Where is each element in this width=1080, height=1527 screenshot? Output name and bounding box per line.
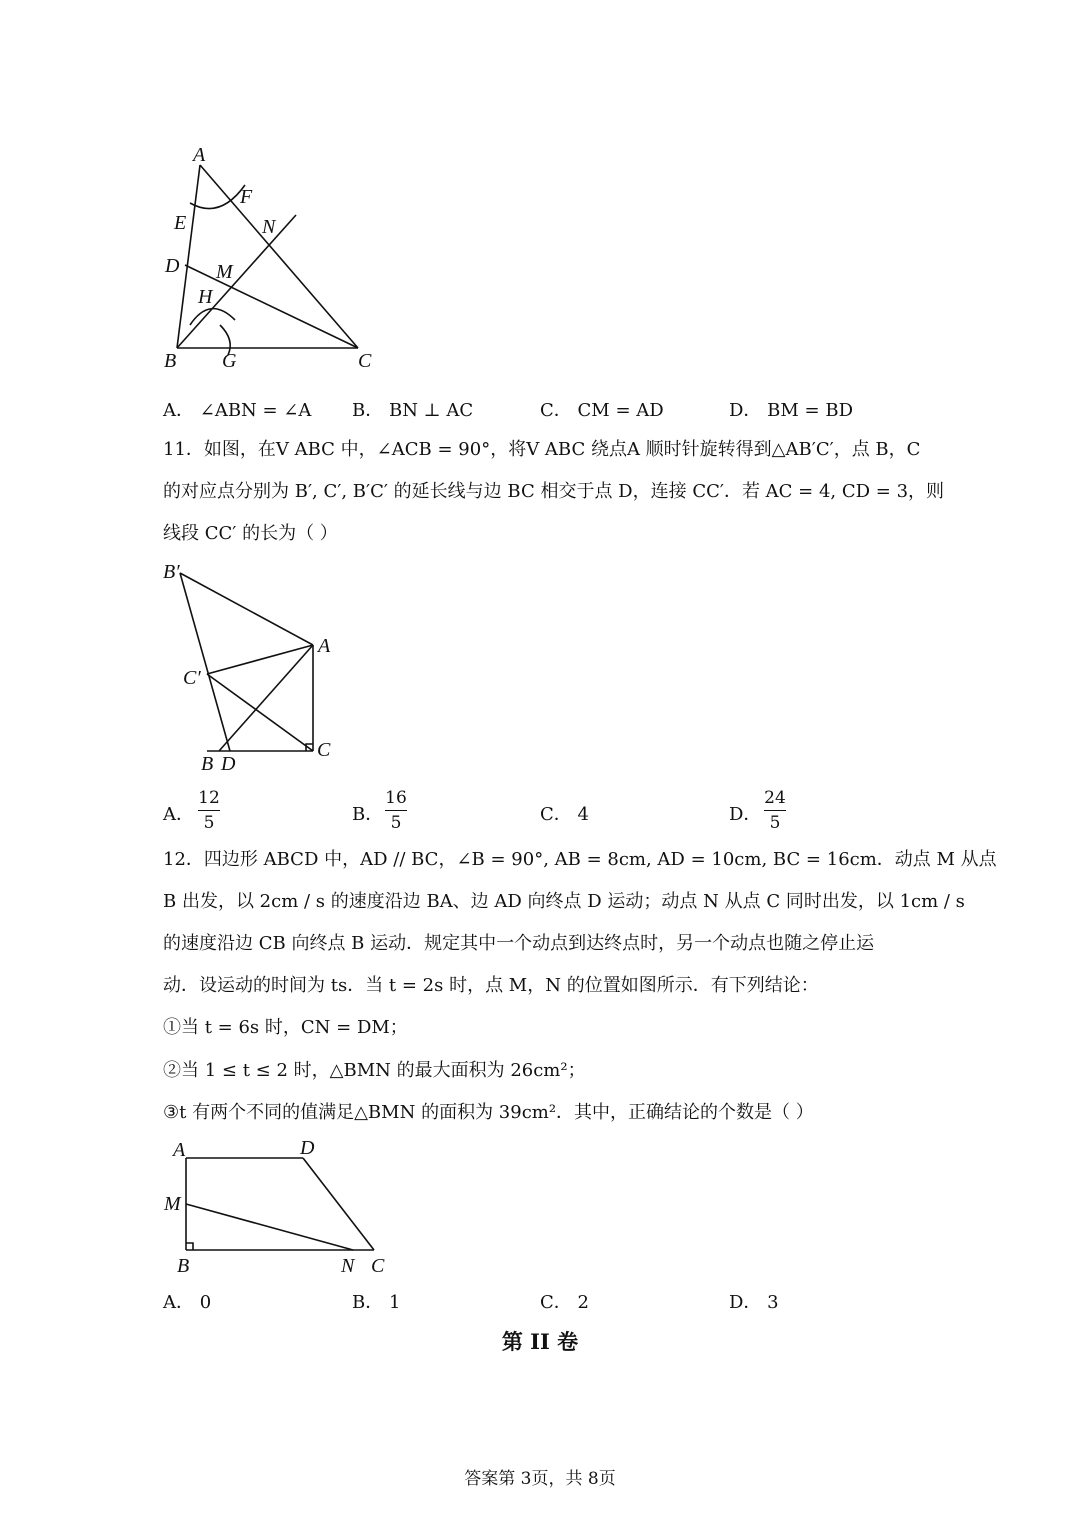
q12-option-b-text: 1 [388,1292,401,1313]
q12-label-b: B [177,1255,190,1277]
q10-option-a-text: ∠ABN = ∠A [199,400,312,421]
q11-option-b-key: B． [352,804,384,825]
q11-option-b-fraction [385,788,407,833]
q11-option-a-key: A． [163,804,194,825]
q11-option-b-num: 16 [385,788,407,808]
q10-label-m: M [216,261,233,283]
q11-option-a-num: 12 [198,788,220,808]
q11-option-c[interactable] [540,800,589,826]
q12-option-c-text: 2 [577,1292,589,1313]
q12-option-a-key: A． [163,1292,194,1313]
q10-option-d-key: D． [729,400,762,421]
q10-option-d[interactable] [729,396,853,422]
q12-option-c[interactable] [540,1288,589,1314]
q11-option-a-den: 5 [203,813,215,833]
q12-statement-1: ①当 t = 6s 时，CN = DM； [163,1017,408,1038]
q11-line-3: 线段 CC′ 的长为（ ） [163,523,338,544]
q10-option-c-key: C． [540,400,572,421]
q12-figure [155,1132,395,1282]
q10-label-b: B [164,350,177,372]
q10-figure [150,135,400,385]
q10-option-d-text: BM = BD [767,400,854,421]
q11-option-d[interactable] [729,800,761,826]
q10-option-a-key: A． [163,400,194,421]
q12-statement-2: ②当 1 ≤ t ≤ 2 时，△BMN 的最大面积为 26cm²； [163,1060,586,1081]
q10-option-a[interactable] [163,396,311,422]
q10-label-f: F [240,186,253,208]
q11-label-d: D [221,753,236,775]
q10-option-b-text: BN ⊥ AC [388,400,474,421]
q12-statement-3: ③t 有两个不同的值满足△BMN 的面积为 39cm²．其中，正确结论的个数是（ ） [163,1102,814,1123]
q12-label-c: C [371,1255,385,1277]
q12-option-b-key: B． [352,1292,384,1313]
q11-label-bprime: B′ [163,561,180,583]
q12-option-d-key: D． [729,1292,762,1313]
q11-label-c: C [317,739,331,761]
q12-option-d[interactable] [729,1288,779,1314]
q12-line-4: 动．设运动的时间为 ts．当 t = 2s 时，点 M，N 的位置如图所示．有下列结论： [163,975,819,996]
q11-figure [155,558,355,778]
q12-label-n: N [341,1255,355,1277]
q10-label-h: H [198,286,213,308]
q11-option-a[interactable] [163,800,194,826]
page-footer: 答案第 3页，共 8页 [464,1469,616,1489]
q10-label-g: G [222,350,237,372]
q12-label-m: M [164,1193,181,1215]
q10-option-c-text: CM = AD [577,400,664,421]
q11-label-b: B [201,753,214,775]
q11-label-a: A [318,635,331,657]
q11-option-c-text: 4 [577,804,589,825]
q10-label-a: A [193,144,206,166]
q11-option-d-fraction [764,788,786,833]
q12-line-1: 12．四边形 ABCD 中，AD // BC，∠B = 90°, AB = 8cm, AD = 10cm, BC = 16cm．动点 M 从点 [163,849,997,870]
q12-option-b[interactable] [352,1288,400,1314]
q12-option-c-key: C． [540,1292,572,1313]
q11-option-b[interactable] [352,800,383,826]
q12-label-a: A [173,1139,186,1161]
q12-option-d-text: 3 [767,1292,779,1313]
q11-option-a-fraction [198,788,220,833]
q10-option-b[interactable] [352,396,473,422]
q10-label-e: E [174,212,187,234]
q10-option-b-key: B． [352,400,384,421]
q11-label-cprime: C′ [183,667,201,689]
q12-option-a-text: 0 [199,1292,212,1313]
q10-option-c[interactable] [540,396,664,422]
q11-option-d-num: 24 [764,788,786,808]
q12-option-a[interactable] [163,1288,211,1314]
q11-line-1: 11．如图，在V ABC 中，∠ACB = 90°，将V ABC 绕点A 顺时针旋转得到△AB′C′，点 B，C [163,439,921,460]
q10-label-n: N [262,216,276,238]
q12-label-d: D [300,1137,315,1159]
q11-option-d-den: 5 [769,813,781,833]
q11-option-b-den: 5 [390,813,402,833]
section-title: 第 II 卷 [501,1329,579,1354]
q11-option-d-key: D． [729,804,762,825]
q12-line-3: 的速度沿边 CB 向终点 B 运动．规定其中一个动点到达终点时，另一个动点也随之停止运 [163,933,875,954]
q10-label-c: C [358,350,372,372]
q11-option-c-key: C． [540,804,572,825]
q10-label-d: D [165,255,180,277]
q12-line-2: B 出发，以 2cm / s 的速度沿边 BA、边 AD 向终点 D 运动；动点 N 从点 C 同时出发，以 1cm / s [163,891,965,912]
q11-line-2: 的对应点分别为 B′, C′, B′C′ 的延长线与边 BC 相交于点 D，连接 CC′．若 AC = 4, CD = 3，则 [163,481,945,502]
